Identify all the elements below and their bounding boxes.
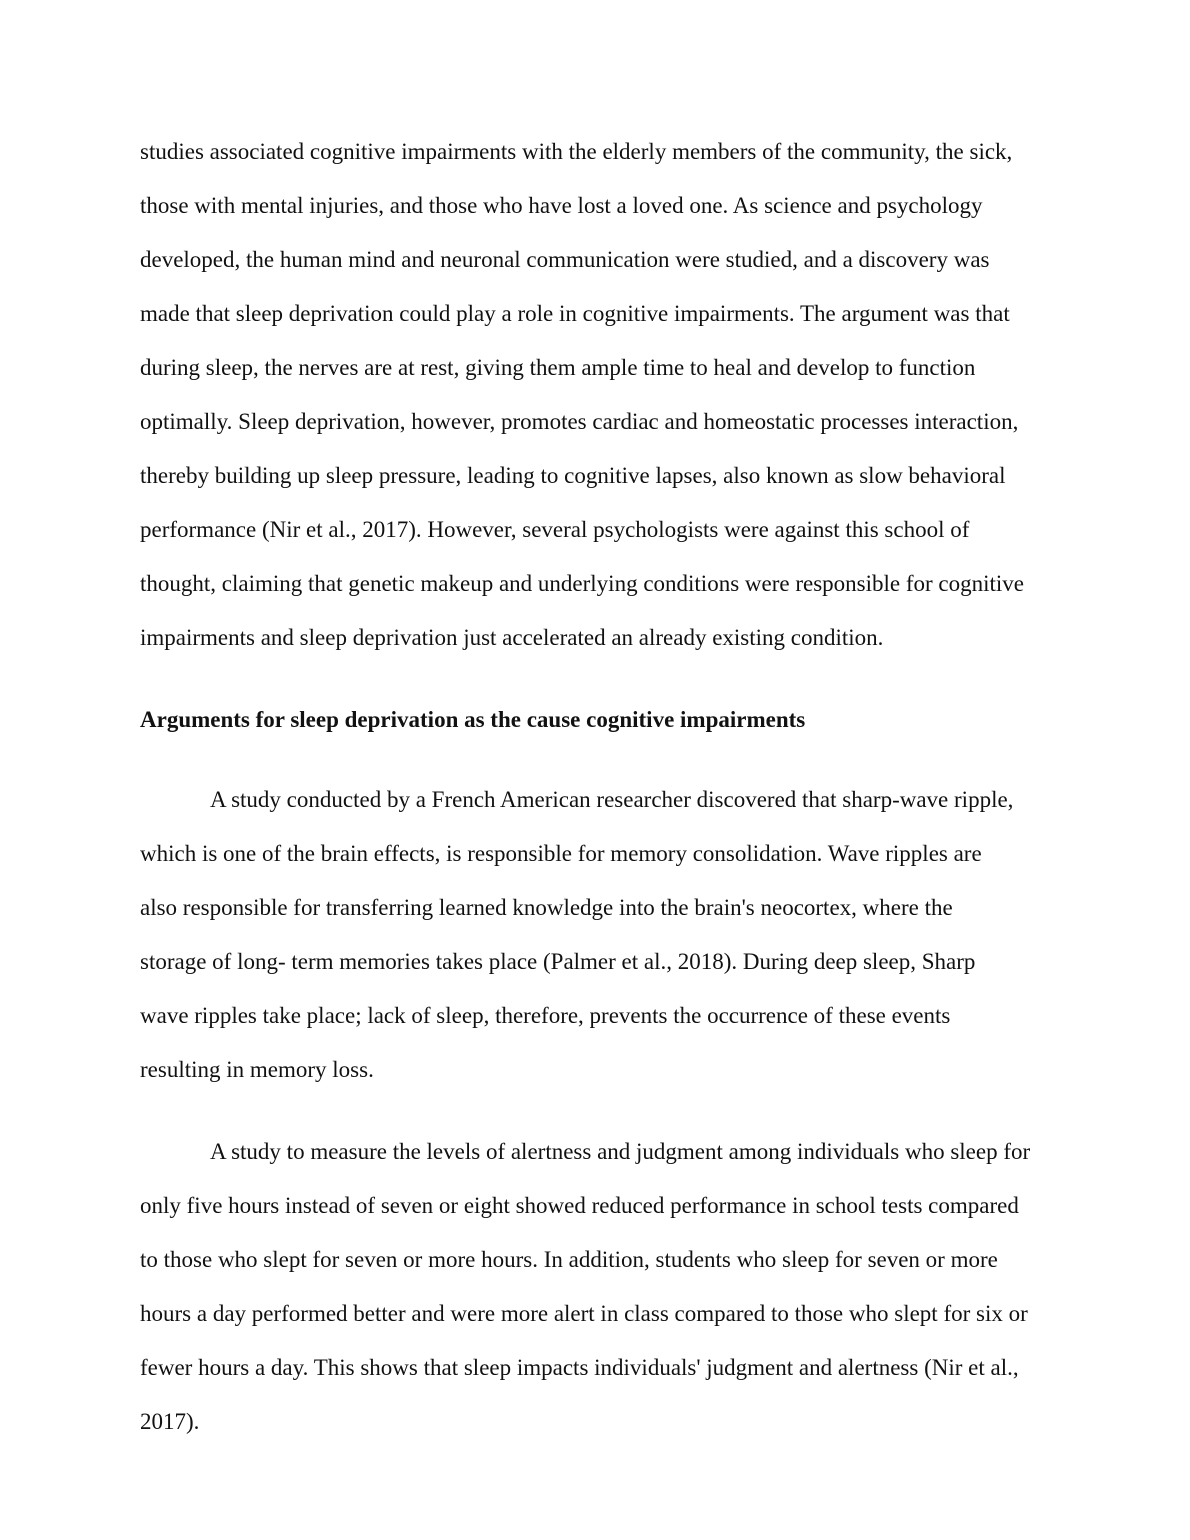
paragraph-line: which is one of the brain effects, is responsible for memory consolidation. Wave ripples are <box>140 841 982 866</box>
paragraph-line: impairments and sleep deprivation just accelerated an already existing condition. <box>140 625 884 650</box>
paragraph-line: optimally. Sleep deprivation, however, promotes cardiac and homeostatic processes interaction, <box>140 409 1019 434</box>
paragraph-line: to those who slept for seven or more hours. In addition, students who sleep for seven or more <box>140 1247 998 1272</box>
paragraph-line: A study conducted by a French American researcher discovered that sharp-wave ripple, <box>210 787 1014 812</box>
paragraph-line: developed, the human mind and neuronal communication were studied, and a discovery was <box>140 247 990 272</box>
paragraph-line: 2017). <box>140 1409 200 1434</box>
section-heading: Arguments for sleep deprivation as the cause cognitive impairments <box>140 707 806 732</box>
paragraph-line: thereby building up sleep pressure, leading to cognitive lapses, also known as slow behavioral <box>140 463 1006 488</box>
paragraph-line: wave ripples take place; lack of sleep, therefore, prevents the occurrence of these events <box>140 1003 951 1028</box>
paragraph-line: made that sleep deprivation could play a role in cognitive impairments. The argument was that <box>140 301 1010 326</box>
paragraph-line: performance (Nir et al., 2017). However, several psychologists were against this school of <box>140 517 970 542</box>
paragraph-line: also responsible for transferring learned knowledge into the brain's neocortex, where the <box>140 895 953 920</box>
paragraph-line: during sleep, the nerves are at rest, giving them ample time to heal and develop to function <box>140 355 976 380</box>
paragraph-line: studies associated cognitive impairments with the elderly members of the community, the sick, <box>140 139 1013 164</box>
paragraph-line: resulting in memory loss. <box>140 1057 374 1082</box>
paragraph-line: only five hours instead of seven or eight showed reduced performance in school tests compared <box>140 1193 1019 1218</box>
paragraph-line: fewer hours a day. This shows that sleep impacts individuals' judgment and alertness (Nir et al., <box>140 1355 1019 1380</box>
paragraph-line: thought, claiming that genetic makeup and underlying conditions were responsible for cognitive <box>140 571 1024 596</box>
paragraph-line: storage of long- term memories takes place (Palmer et al., 2018). During deep sleep, Sharp <box>140 949 976 974</box>
paragraph-line: those with mental injuries, and those who have lost a loved one. As science and psychology <box>140 193 983 218</box>
paragraph-line: A study to measure the levels of alertness and judgment among individuals who sleep for <box>210 1139 1031 1164</box>
paragraph-line: hours a day performed better and were more alert in class compared to those who slept for six or <box>140 1301 1028 1326</box>
